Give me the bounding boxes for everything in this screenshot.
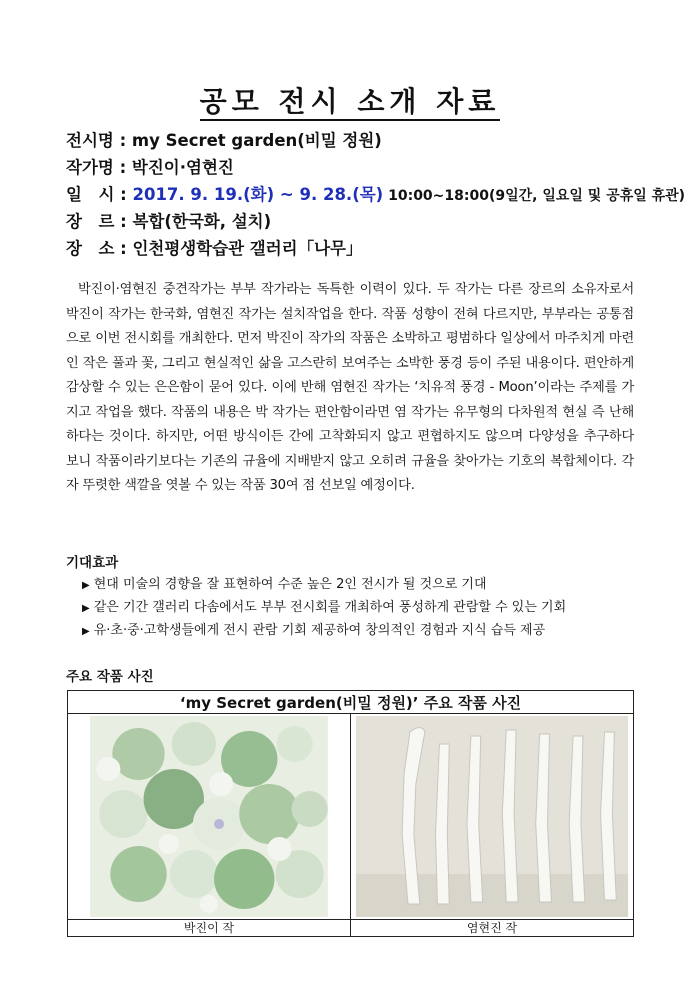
exhibition-info	[66, 127, 685, 262]
info-value: 복합(한국화, 설치)	[132, 212, 272, 231]
info-key: 일 시	[66, 185, 115, 204]
installation-photo	[351, 714, 634, 920]
info-value: 인천평생학습관 갤러리「나무」	[132, 239, 363, 258]
info-key: 장 르	[66, 212, 115, 231]
info-date-range: 2017. 9. 19.(화) ~ 9. 28.(목)	[132, 185, 384, 204]
document-title: 공모 전시 소개 자료	[0, 80, 700, 120]
photos-table	[67, 690, 634, 937]
photos-heading: 주요 작품 사진	[66, 669, 154, 685]
triangle-bullet-icon: ▶	[82, 626, 90, 637]
photos-table-title: ‘my Secret garden(비밀 정원)’ 주요 작품 사진	[68, 691, 634, 714]
info-key: 작가명	[66, 158, 114, 177]
painting-photo	[68, 714, 351, 920]
list-item: ▶ 유·초·중·고학생들에게 전시 관람 기회 제공하여 창의적인 경험과 지식 습득 제공	[82, 619, 566, 642]
triangle-bullet-icon: ▶	[82, 580, 90, 591]
info-time: 10:00~18:00(9일간, 일요일 및 공휴일 휴관)	[383, 188, 686, 204]
left-photo-caption: 박진이 작	[68, 920, 351, 937]
info-value: 박진이·염현진	[131, 158, 234, 177]
info-row-date: 일 시 : 2017. 9. 19.(화) ~ 9. 28.(목) 10:00~18:00(9일간, 일요일 및 공휴일 휴관)	[66, 185, 686, 204]
info-row-venue: 장 소 : 인천평생학습관 갤러리「나무」	[66, 239, 363, 258]
list-item: ▶ 현대 미술의 경향을 잘 표현하여 수준 높은 2인 전시가 될 것으로 기대	[82, 573, 566, 596]
right-photo-caption: 염현진 작	[351, 920, 634, 937]
info-key: 장 소	[66, 239, 115, 258]
info-row-exhibition-name: 전시명 : my Secret garden(비밀 정원)	[66, 131, 382, 150]
info-row-artist: 작가명 : 박진이·염현진	[66, 158, 234, 177]
list-item: ▶ 같은 기간 갤러리 다솜에서도 부부 전시회를 개최하여 풍성하게 관람할 수 있는 기회	[82, 596, 566, 619]
effects-heading: 기대효과	[66, 555, 119, 571]
info-value: my Secret garden(비밀 정원)	[131, 131, 382, 150]
info-key: 전시명	[66, 131, 114, 150]
description-paragraph: 박진이·염현진 중견작가는 부부 작가라는 독특한 이력이 있다. 두 작가는 다른 장르의 소유자로서 박진이 작가는 한국화, 염현진 작가는 설치작업을 한다. 작품 성향이 전혀 다르지만, 부부라는 공통점으로 이번 전시회를 개최한다. 먼저 박진이 작가의 작품은 소박하고 평범하다 일상에서 마주치게 마련인 작은 풀과 꽃, 그리고 현실적인 삶을 고스란히 보여주는 소박한 풍경 등이 주된 내용이다. 편안하게 감상할 수 있는 은은함이 묻어 있다. 이에 반해 염현진 작가는 ‘치유적 풍경 - Moon’이라는 주제를 가지고 작업을 했다. 작품의 내용은 박 작가는 편안함이라면 염 작가는 유무형의 다차원적 현실 즉 난해하다는 것이다. 하지만, 어떤 방식이든 간에 고착화되지 않고 편협하지도 않으며 다양성을 추구하다 보니 작품이라기보다는 기존의 규율에 지배받지 않고 오히려 규율을 찾아가는 기호의 복합체이다. 각자 뚜렷한 색깔을 엿볼 수 있는 작품 30여 점 선보일 예정이다.	[66, 282, 634, 493]
effects-list	[82, 573, 566, 642]
triangle-bullet-icon: ▶	[82, 603, 90, 614]
info-row-genre: 장 르 : 복합(한국화, 설치)	[66, 212, 272, 231]
